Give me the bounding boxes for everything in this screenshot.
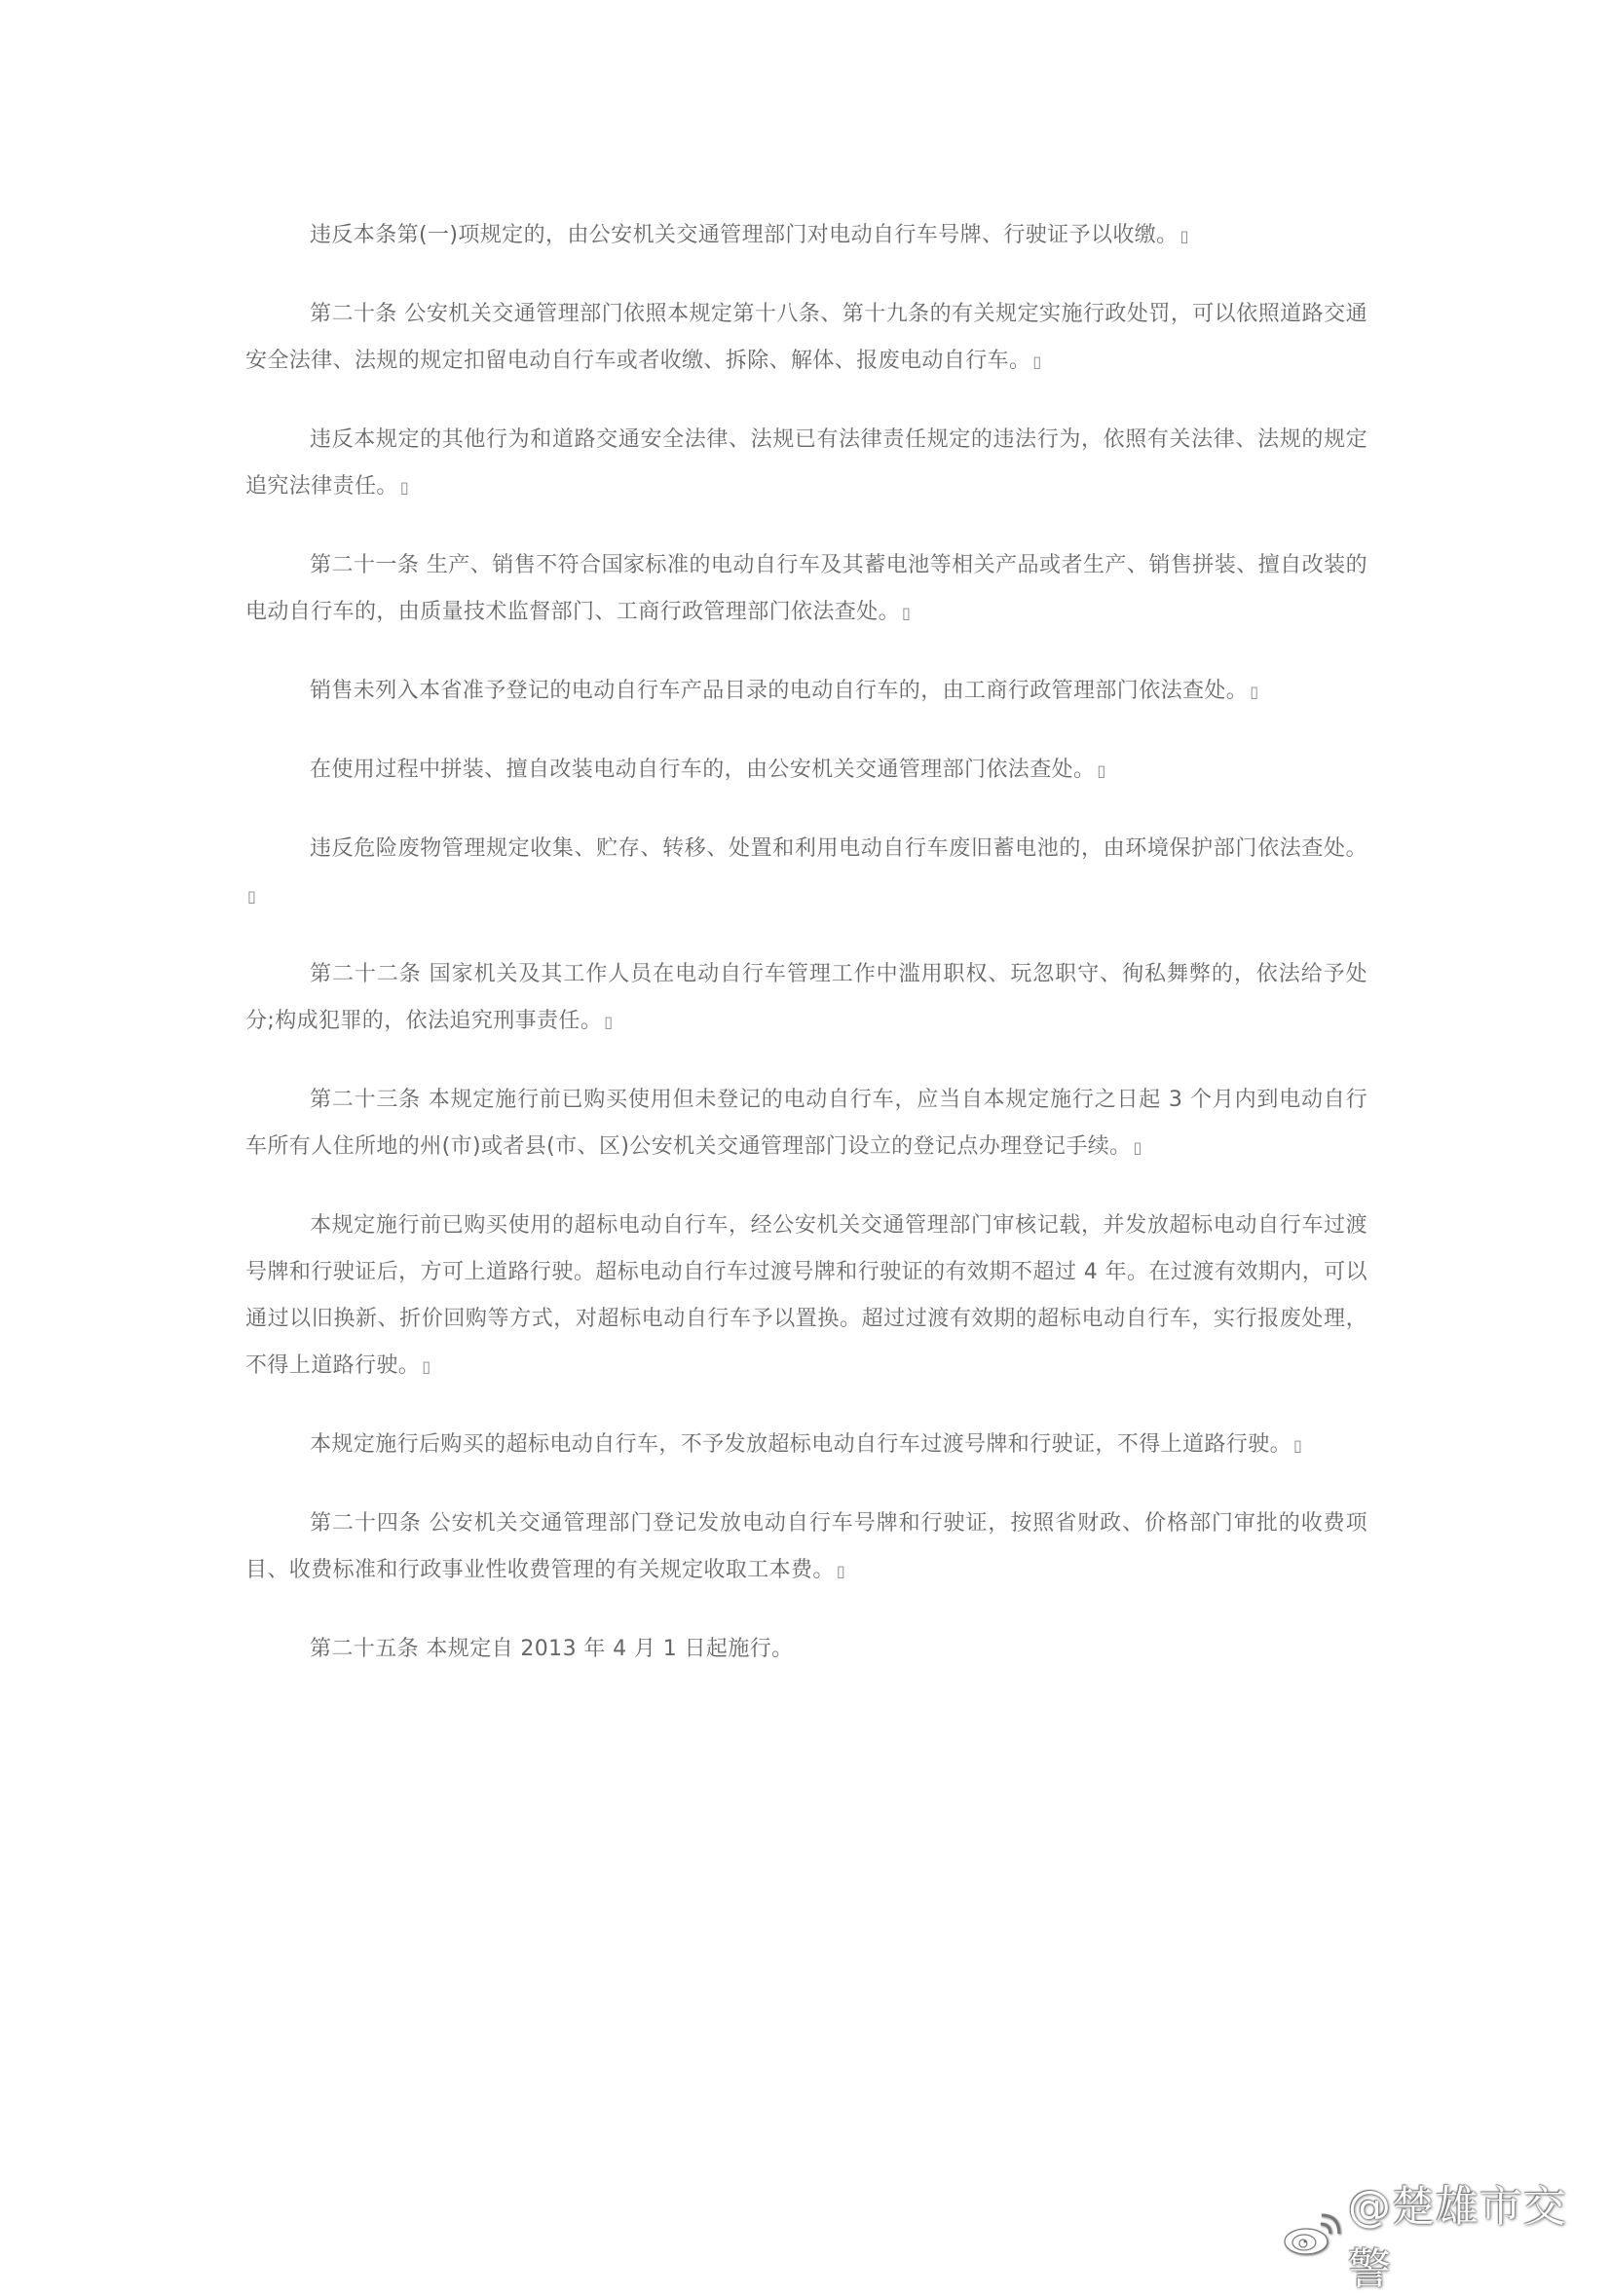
missing-glyph-box: ▯ (1179, 227, 1189, 245)
missing-glyph-box: ▯ (902, 604, 912, 622)
paragraph (245, 1203, 1367, 1390)
paragraph-text: 第二十二条 国家机关及其工作人员在电动自行车管理工作中滥用职权、玩忽职守、徇私舞弊的，依法给予处分;构成犯罪的，依法追究刑事责任。 (245, 962, 1367, 1033)
weibo-watermark (1282, 2182, 1610, 2294)
weibo-logo-icon (1282, 2210, 1342, 2257)
missing-glyph-box: ▯ (422, 1357, 431, 1376)
paragraph-text: 违反危险废物管理规定收集、贮存、转移、处置和利用电动自行车废旧蓄电池的，由环境保护部门依法查处。 (310, 836, 1367, 861)
paragraph-text: 本规定施行前已购买使用的超标电动自行车，经公安机关交通管理部门审核记载，并发放超标电动自行车过渡号牌和行驶证后，方可上道路行驶。超标电动自行车过渡号牌和行驶证的有效期不超过 4 年。在过渡有效期内，可以通过以旧换新、折价回购等方式，对超标电动自行车予以置换。超过过渡有效期的超标电动自行车，实行报废处理，不得上道路行驶。 (245, 1213, 1367, 1378)
paragraph (245, 542, 1367, 637)
paragraph (245, 826, 1367, 920)
paragraph-text: 本规定施行后购买的超标电动自行车，不予发放超标电动自行车过渡号牌和行驶证，不得上道路行驶。 (310, 1432, 1292, 1457)
paragraph (245, 212, 1367, 260)
paragraph (245, 417, 1367, 511)
paragraph-text: 违反本条第(一)项规定的，由公安机关交通管理部门对电动自行车号牌、行驶证予以收缴。 (310, 223, 1179, 247)
document-body (245, 212, 1367, 1705)
paragraph (245, 668, 1367, 716)
missing-glyph-box: ▯ (1133, 1138, 1142, 1157)
missing-glyph-box: ▯ (1250, 683, 1259, 701)
paragraph-text: 在使用过程中拼装、擅自改装电动自行车的，由公安机关交通管理部门依法查处。 (310, 758, 1096, 782)
paragraph (245, 1077, 1367, 1171)
paragraph-text: 第二十四条 公安机关交通管理部门登记发放电动自行车号牌和行驶证，按照省财政、价格部门审批的收费项目、收费标准和行政事业性收费管理的有关规定收取工本费。 (245, 1511, 1367, 1582)
missing-glyph-box: ▯ (836, 1562, 846, 1580)
missing-glyph-box: ▯ (399, 478, 410, 497)
watermark-text: @楚雄市交警 (1347, 2182, 1567, 2294)
paragraph (245, 1626, 1367, 1674)
paragraph (245, 291, 1367, 386)
missing-glyph-box: ▯ (1032, 352, 1042, 371)
paragraph (245, 1422, 1367, 1469)
paragraph-text: 违反本规定的其他行为和道路交通安全法律、法规已有法律责任规定的违法行为，依照有关法律、法规的规定追究法律责任。 (245, 427, 1367, 499)
paragraph (245, 1500, 1367, 1595)
paragraph-text: 第二十条 公安机关交通管理部门依照本规定第十八条、第十九条的有关规定实施行政处罚，可以依照道路交通安全法律、法规的规定扣留电动自行车或者收缴、拆除、解体、报废电动自行车。 (245, 302, 1367, 373)
paragraph (245, 747, 1367, 795)
paragraph-text: 第二十三条 本规定施行前已购买使用但未登记的电动自行车，应当自本规定施行之日起 3 个月内到电动自行车所有人住所地的州(市)或者县(市、区)公安机关交通管理部门设立的登记点办理登记手续。 (245, 1088, 1367, 1159)
paragraph (245, 951, 1367, 1046)
missing-glyph-box: ▯ (1293, 1436, 1303, 1455)
paragraph-text: 销售未列入本省准予登记的电动自行车产品目录的电动自行车的，由工商行政管理部门依法查处。 (310, 679, 1249, 703)
paragraph-text: 第二十五条 本规定自 2013 年 4 月 1 日起施行。 (310, 1637, 794, 1661)
missing-glyph-box: ▯ (604, 1013, 614, 1031)
paragraph-text: 第二十一条 生产、销售不符合国家标准的电动自行车及其蓄电池等相关产品或者生产、销售拼装、擅自改装的电动自行车的，由质量技术监督部门、工商行政管理部门依法查处。 (245, 553, 1367, 624)
missing-glyph-box: ▯ (247, 887, 257, 906)
missing-glyph-box: ▯ (1097, 761, 1106, 780)
